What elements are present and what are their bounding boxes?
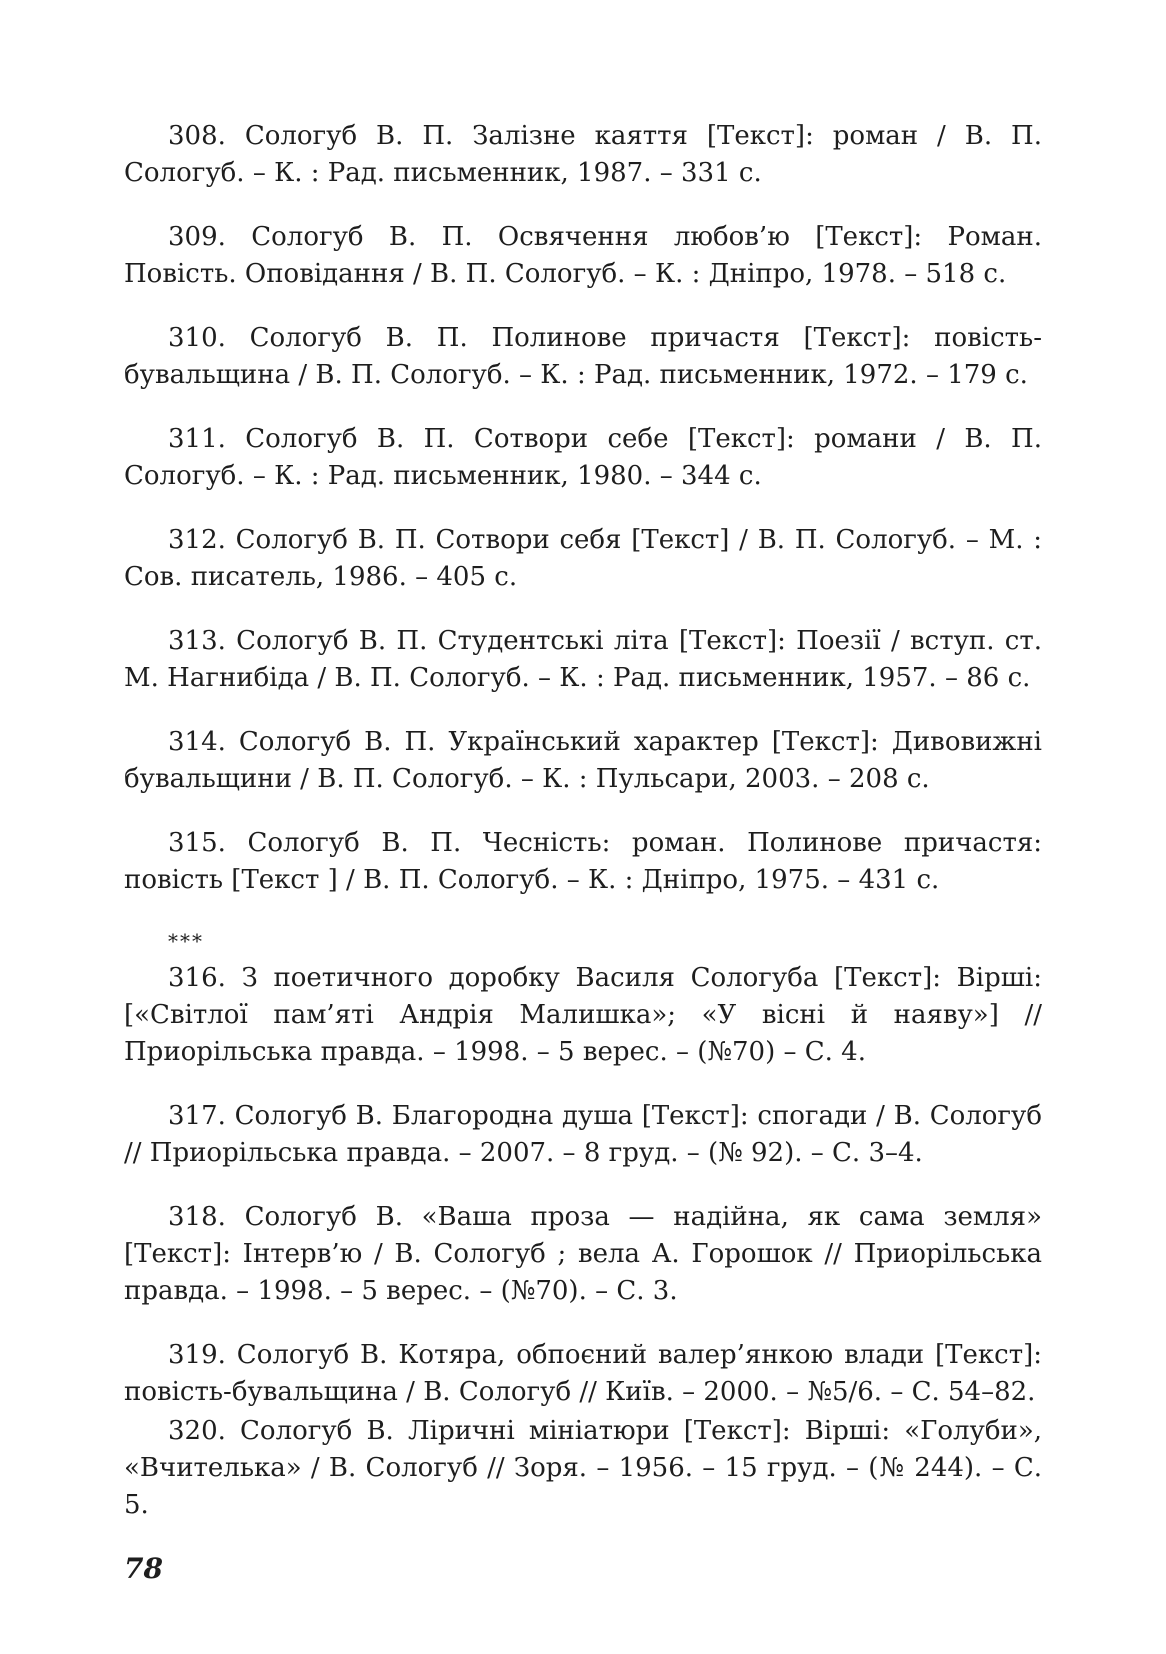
bibliography-entry: 309. Сологуб В. П. Освячення любов’ю [Текст]: Роман. Повість. Оповідання / В. П. Сологуб. – К. : Дніпро, 1978. – 518 с. xyxy=(124,222,1042,289)
bibliography-entry: 315. Сологуб В. П. Чесність: роман. Полинове причастя: повість [Текст ] / В. П. Сологуб. – К. : Дніпро, 1975. – 431 с. xyxy=(124,828,1042,895)
bibliography-entry: 313. Сологуб В. П. Студентські літа [Текст]: Поезії / вступ. ст. М. Нагнибіда / В. П. Сологуб. – К. : Рад. письменник, 1957. – 86 с. xyxy=(124,626,1042,693)
page-number: 78 xyxy=(124,1552,163,1585)
bibliography-entry: 310. Сологуб В. П. Полинове причастя [Текст]: повість-бувальщина / В. П. Сологуб. – К. : Рад. письменник, 1972. – 179 с. xyxy=(124,323,1042,390)
bibliography-entry: 311. Сологуб В. П. Сотвори себе [Текст]: романи / В. П. Сологуб. – К. : Рад. письменник, 1980. – 344 с. xyxy=(124,424,1042,491)
bibliography-entry: 319. Сологуб В. Котяра, обпоєний валер’янкою влади [Текст]: повість-бувальщина / В. Сологуб // Київ. – 2000. – №5/6. – С. 54–82. xyxy=(124,1340,1042,1407)
bibliography-entry: 320. Сологуб В. Ліричні мініатюри [Текст]: Вірші: «Голуби», «Вчителька» / В. Сологуб // Зоря. – 1956. – 15 груд. – (№ 244). – С. 5. xyxy=(124,1416,1042,1520)
bibliography-list xyxy=(124,118,1042,1551)
bibliography-entry: 317. Сологуб В. Благородна душа [Текст]: спогади / В. Сологуб // Приорільська правда. – 2007. – 8 груд. – (№ 92). – С. 3–4. xyxy=(124,1101,1042,1168)
bibliography-entry: 318. Сологуб В. «Ваша проза — надійна, як сама земля» [Текст]: Інтерв’ю / В. Сологуб ; вела А. Горошок // Приорільська правда. – 1998. – 5 верес. – (№70). – С. 3. xyxy=(124,1202,1042,1306)
bibliography-entry: 316. З поетичного доробку Василя Сологуба [Текст]: Вірші: [«Світлої пам’яті Андрія Малишка»; «У вісні й наяву»] // Приорільська правда. – 1998. – 5 верес. – (№70) – С. 4. xyxy=(124,963,1042,1067)
bibliography-entry: 312. Сологуб В. П. Сотвори себя [Текст] / В. П. Сологуб. – М. : Сов. писатель, 1986. – 405 с. xyxy=(124,525,1042,592)
bibliography-entry: 308. Сологуб В. П. Залізне каяття [Текст]: роман / В. П. Сологуб. – К. : Рад. письменник, 1987. – 331 с. xyxy=(124,121,1042,188)
bibliography-entry: 314. Сологуб В. П. Український характер [Текст]: Дивовижні бувальщини / В. П. Сологуб. – К. : Пульсари, 2003. – 208 с. xyxy=(124,727,1042,794)
section-separator: *** xyxy=(168,929,204,953)
